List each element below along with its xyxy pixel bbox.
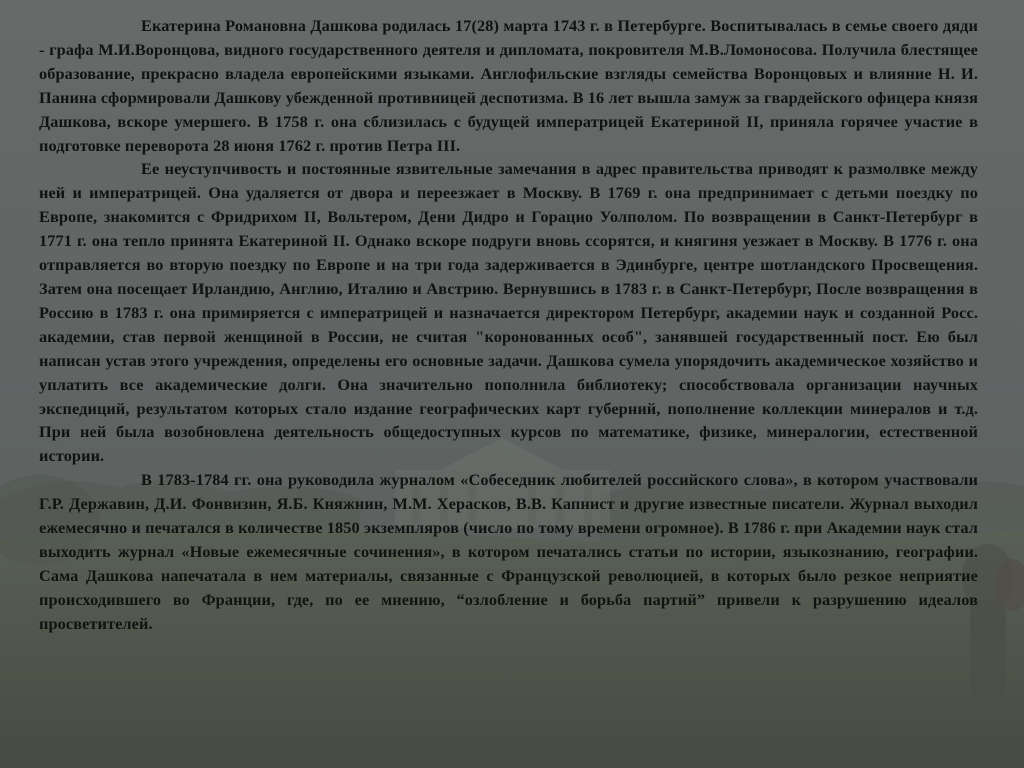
- paragraph-3: В 1783-1784 гг. она руководила журналом «Собеседник любителей российского слова», в котором участвовали Г.Р. Державин, Д.И. Фонвизин, Я.Б. Княжнин, М.М. Херасков, В.В. Капнист и другие известные писатели. Журнал выходил ежемесячно и печатался в количестве 1850 экземпляров (число по тому времени огромное). В 1786 г. при Академии наук стал выходить журнал «Новые ежемесячные сочинения», в котором печатались статьи по истории, языкознанию, географии. Сама Дашкова напечатала в нем материалы, связанные с Французской революцией, в которых было резкое неприятие происходившего во Франции, где, по ее мнению, “озлобление и борьба партий” привели к разрушению идеалов просветителей.: [39, 470, 978, 633]
- slide-text-body: [39, 14, 978, 636]
- paragraph-2: Ее неуступчивость и постоянные язвительные замечания в адрес правительства приводят к размолвке между ней и императрицей. Она удаляется от двора и переезжает в Москву. В 1769 г. она предпринимает с детьми поездку по Европе, знакомится с Фридрихом II, Вольтером, Дени Дидро и Горацио Уолполом. По возвращении в Санкт-Петербург в 1771 г. она тепло принята Екатериной II. Однако вскоре подруги вновь ссорятся, и княгиня уезжает в Москву. В 1776 г. она отправляется во вторую поездку по Европе и на три года задерживается в Эдинбурге, центре шотландского Просвещения. Затем она посещает Ирландию, Англию, Италию и Австрию. Вернувшись в 1783 г. в Санкт-Петербург, После возвращения в Россию в 1783 г. она примиряется с императрицей и назначается директором Петербург, академии наук и созданной Росс. академии, став первой женщиной в России, не считая "коронованных особ", занявшей государственный пост. Ею был написан устав этого учреждения, определены его основные задачи. Дашкова сумела упорядочить академическое хозяйство и уплатить все академические долги. Она значительно пополнила библиотеку; способствовала организации научных экспедиций, результатом которых стало издание географических карт губерний, пополнение коллекции минералов и т.д. При ней была возобновлена деятельность общедоступных курсов по математике, физике, минералогии, естественной истории.: [39, 159, 978, 466]
- paragraph-1: Екатерина Романовна Дашкова родилась 17(28) марта 1743 г. в Петербурге. Воспитывалась в семье своего дяди - графа М.И.Воронцова, видного государственного деятеля и дипломата, покровителя М.В.Ломоносова. Получила блестящее образование, прекрасно владела европейскими языками. Англофильские взгляды семейства Воронцовых и влияние Н. И. Панина сформировали Дашкову убежденной противницей деспотизма. В 16 лет вышла замуж за гвардейского офицера князя Дашкова, вскоре умершего. В 1758 г. она сблизилась с будущей императрицей Екатериной II, приняла горячее участие в подготовке переворота 28 июня 1762 г. против Петра III.: [39, 16, 978, 155]
